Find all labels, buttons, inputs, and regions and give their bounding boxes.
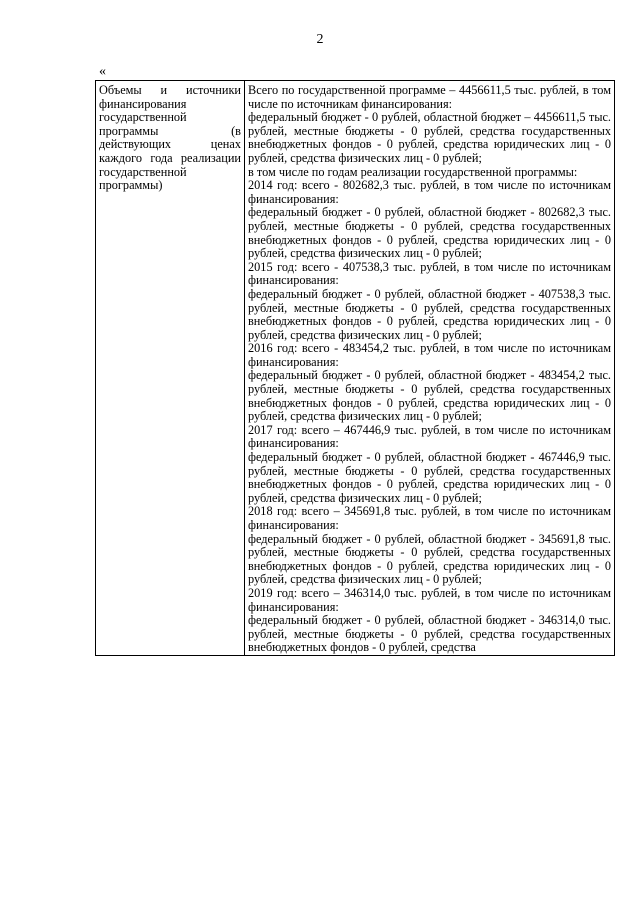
row-label: Объемы и источники финансирования государственной программы (в действующих ценах каждого года реализации государственной программы) — [96, 81, 245, 656]
sources-paragraph: федеральный бюджет - 0 рублей, областной бюджет – 4456611,5 тыс. рублей, местные бюджеты - 0 рублей, средства государственных внебюджетных фондов - 0 рублей, средства юридических лиц - 0 рублей, средства физических лиц - 0 рублей; — [248, 110, 611, 165]
year-2019-total: 2019 год: всего – 346314,0 тыс. рублей, в том числе по источникам финансирования: — [248, 585, 611, 614]
year-2016-total: 2016 год: всего - 483454,2 тыс. рублей, в том числе по источникам финансирования: — [248, 341, 611, 369]
page-number: 2 — [316, 32, 324, 47]
financing-table — [95, 80, 615, 656]
year-2014-total: 2014 год: всего - 802682,3 тыс. рублей, в том числе по источникам финансирования: — [248, 178, 611, 206]
year-2016-sources: федеральный бюджет - 0 рублей, областной бюджет - 483454,2 тыс. рублей, местные бюджеты - 0 рублей, средства государственных внебюджетных фондов - 0 рублей, средства юридических лиц - 0 рублей, средства физических лиц - 0 рублей; — [248, 368, 611, 424]
year-2018-total: 2018 год: всего – 345691,8 тыс. рублей, в том числе по источникам финансирования: — [248, 504, 611, 532]
year-2015-sources: федеральный бюджет - 0 рублей, областной бюджет - 407538,3 тыс. рублей, местные бюджеты - 0 рублей, средства государственных внебюджетных фондов - 0 рублей, средства юридических лиц - 0 рублей, средства физических лиц - 0 рублей; — [248, 286, 611, 342]
year-2014-sources: федеральный бюджет - 0 рублей, областной бюджет - 802682,3 тыс. рублей, местные бюджеты - 0 рублей, средства государственных внебюджетных фондов - 0 рублей, средства юридических лиц - 0 рублей, средства физических лиц - 0 рублей; — [248, 205, 611, 261]
year-2017-total: 2017 год: всего – 467446,9 тыс. рублей, в том числе по источникам финансирования: — [248, 422, 611, 451]
total-paragraph: Всего по государственной программе – 4456611,5 тыс. рублей, в том числе по источникам финансирования: — [248, 83, 611, 111]
by-years-heading: в том числе по годам реализации государственной программы: — [248, 164, 578, 179]
opening-quote-mark: « — [99, 64, 106, 79]
year-2017-sources: федеральный бюджет - 0 рублей, областной бюджет - 467446,9 тыс. рублей, местные бюджеты - 0 рублей, средства государственных внебюджетных фондов - 0 рублей, средства юридических лиц - 0 рублей, средства физических лиц - 0 рублей; — [248, 450, 611, 505]
year-2015-total: 2015 год: всего - 407538,3 тыс. рублей, в том числе по источникам финансирования: — [248, 259, 611, 288]
row-value — [245, 81, 615, 656]
year-2019-sources: федеральный бюджет - 0 рублей, областной бюджет - 346314,0 тыс. рублей, местные бюджеты - 0 рублей, средства государственных внебюджетных фондов - 0 рублей, средства — [248, 613, 611, 655]
table-row — [96, 81, 615, 656]
year-2018-sources: федеральный бюджет - 0 рублей, областной бюджет - 345691,8 тыс. рублей, местные бюджеты - 0 рублей, средства государственных внебюджетных фондов - 0 рублей, средства юридических лиц - 0 рублей, средства физических лиц - 0 рублей; — [248, 531, 611, 587]
